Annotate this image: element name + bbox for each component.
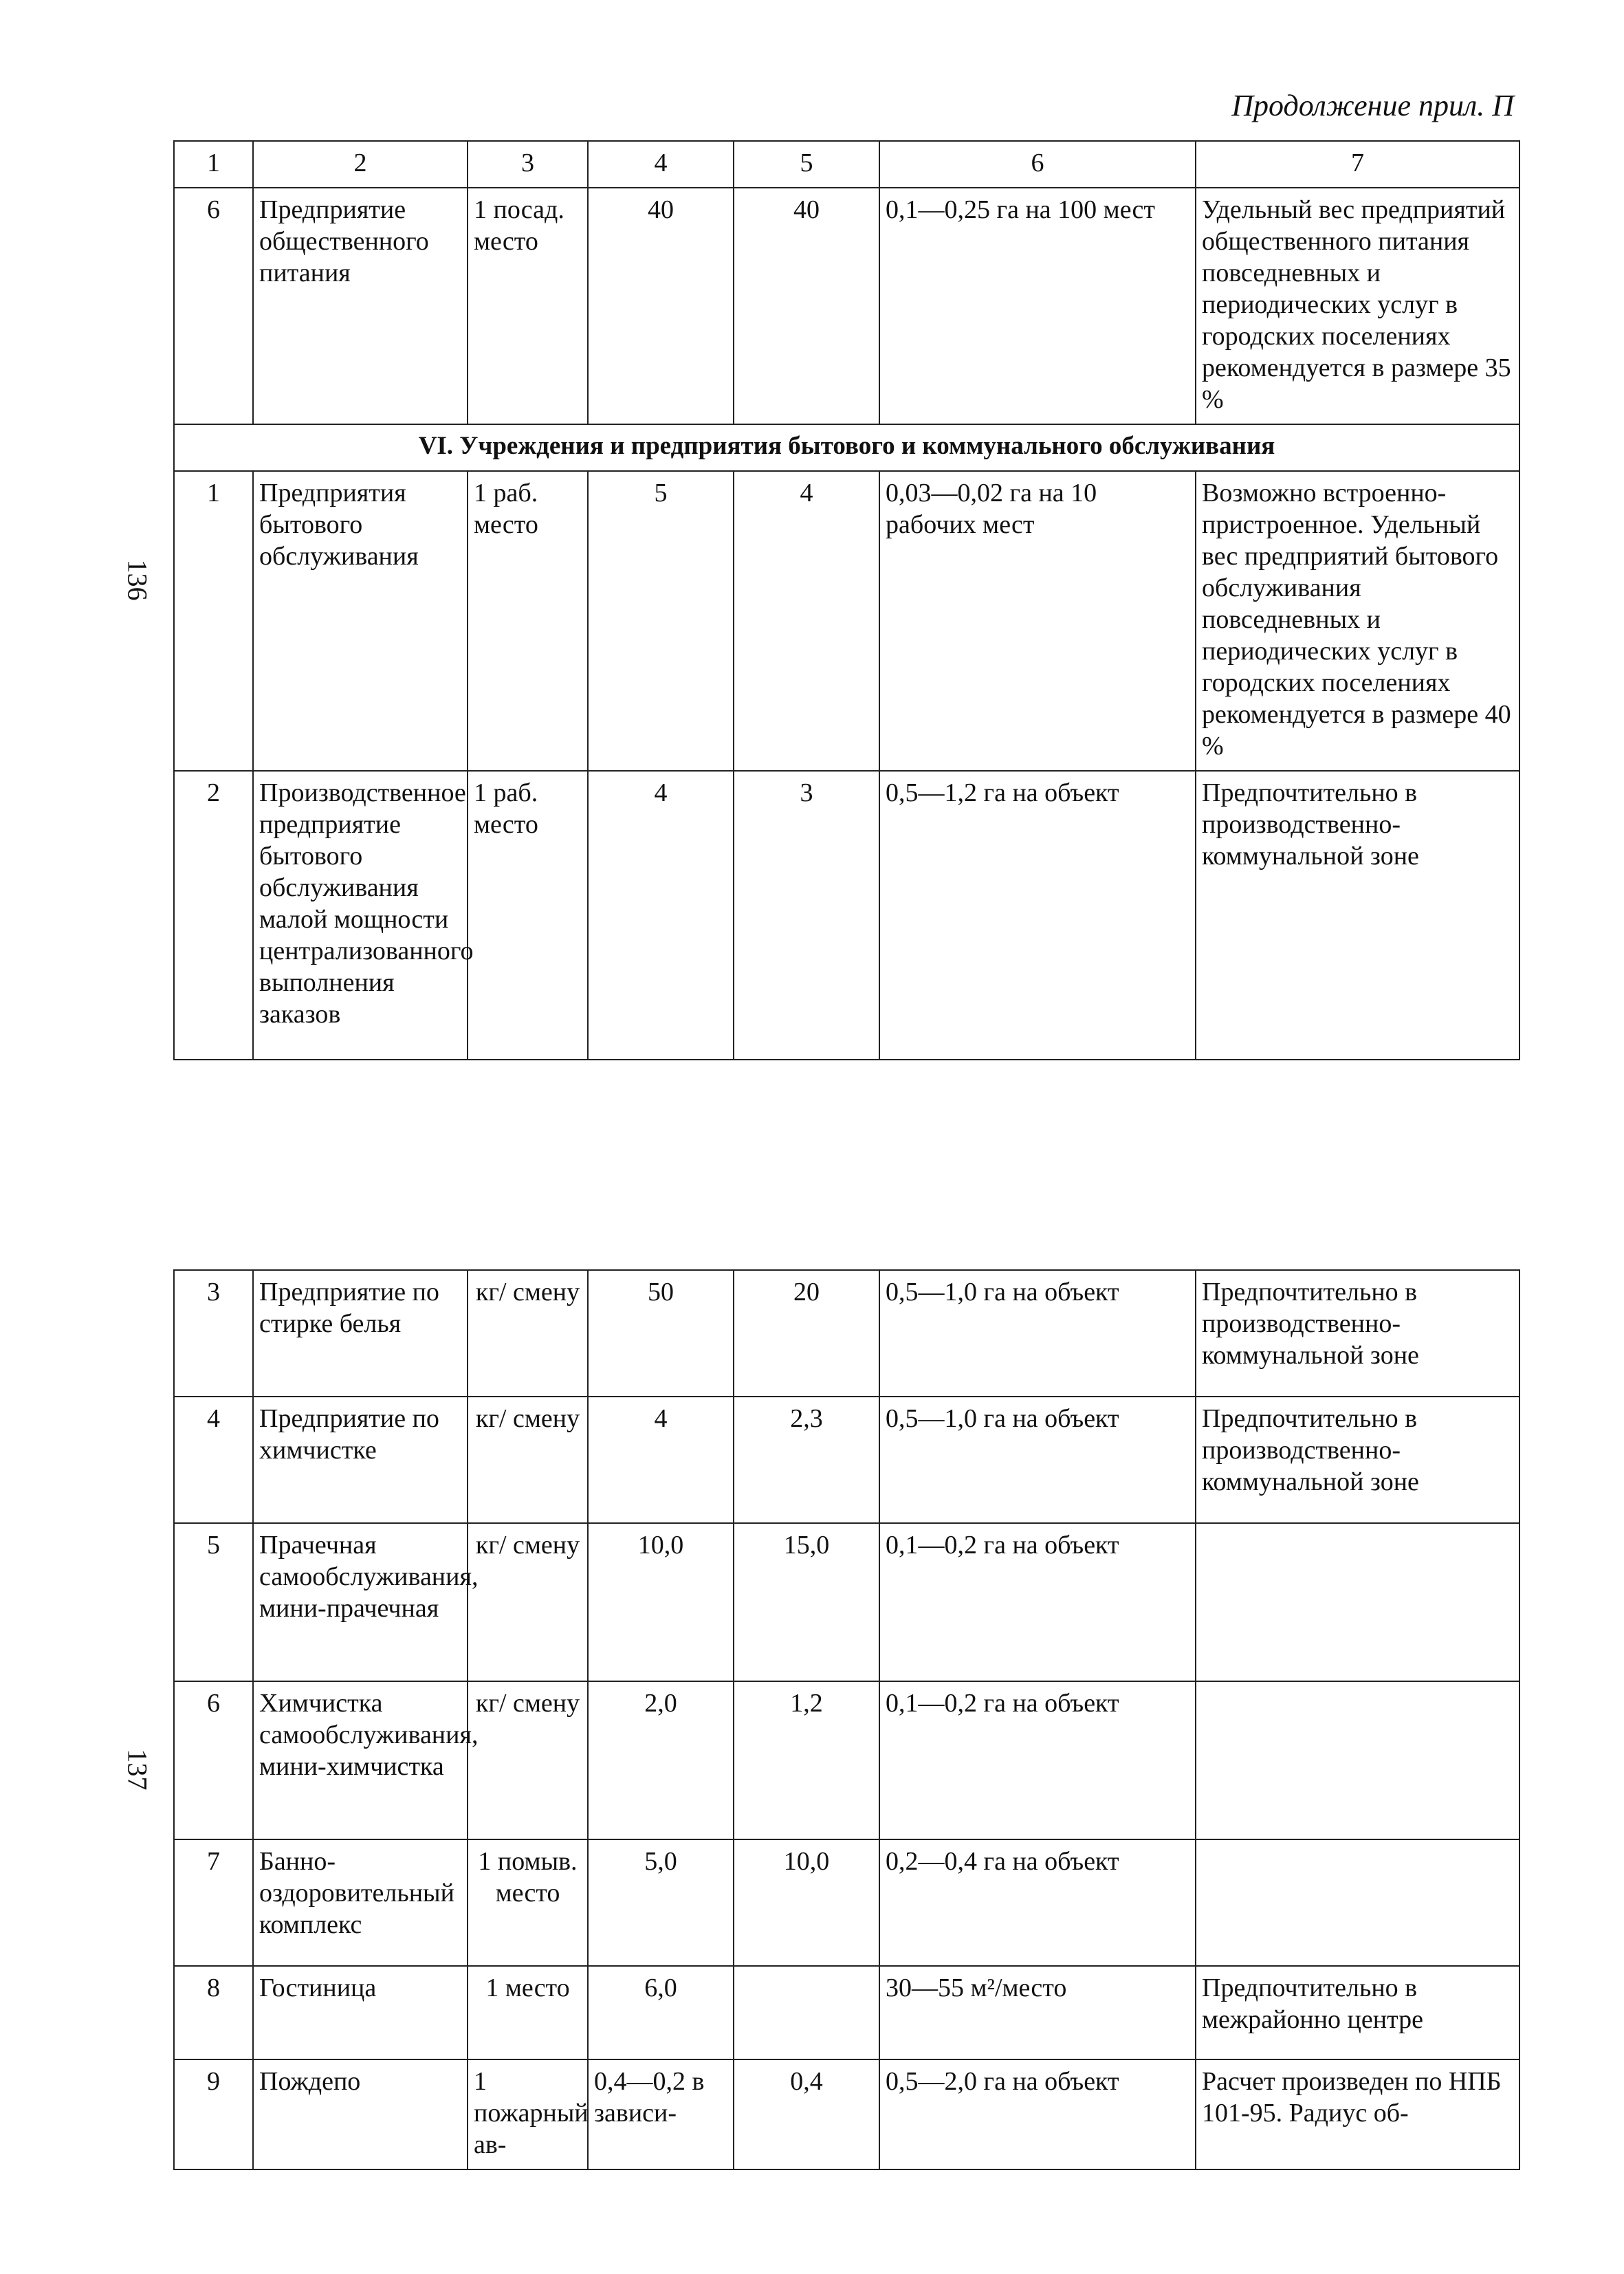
- value-col5: 40: [734, 188, 879, 424]
- note: Удельный вес предприятий общественного питания повседневных и периодических услуг в городских поселениях рекомендуется в размере 35 %: [1196, 188, 1519, 424]
- row-number: 6: [174, 188, 253, 424]
- note: Предпочтительно в производственно-коммунальной зоне: [1196, 771, 1519, 1060]
- value-col5: 0,4: [734, 2059, 879, 2169]
- note: Расчет произведен по НПБ 101-95. Радиус об-: [1196, 2059, 1519, 2169]
- value-col5: 2,3: [734, 1397, 879, 1523]
- table-row: [174, 188, 1519, 424]
- unit: 1 помыв. место: [468, 1839, 588, 1966]
- col-num: 5: [734, 141, 879, 188]
- col-num: 1: [174, 141, 253, 188]
- object-name: Предприятие по химчистке: [253, 1397, 468, 1523]
- value-col4: 10,0: [588, 1523, 734, 1681]
- col-num: 6: [879, 141, 1196, 188]
- land-area: 0,5—1,0 га на объект: [879, 1270, 1196, 1397]
- object-name: Предприятие по стирке белья: [253, 1270, 468, 1397]
- unit: 1 место: [468, 1966, 588, 2059]
- table-row: [174, 1523, 1519, 1681]
- note: Предпочтительно в межрайонно центре: [1196, 1966, 1519, 2059]
- section-title: VI. Учреждения и предприятия бытового и коммунального обслуживания: [174, 424, 1519, 471]
- section-header-row: [174, 424, 1519, 471]
- value-col5: 1,2: [734, 1681, 879, 1839]
- value-col4: 50: [588, 1270, 734, 1397]
- object-name: Производственное предприятие бытового обслуживания малой мощности централизованного выполнения заказов: [253, 771, 468, 1060]
- row-number: 2: [174, 771, 253, 1060]
- row-number: 3: [174, 1270, 253, 1397]
- note: [1196, 1681, 1519, 1839]
- table-row: [174, 1397, 1519, 1523]
- value-col5: 10,0: [734, 1839, 879, 1966]
- row-number: 8: [174, 1966, 253, 2059]
- value-col5: 4: [734, 471, 879, 771]
- table-row: [174, 1681, 1519, 1839]
- table-row: [174, 1270, 1519, 1397]
- object-name: Пождепо: [253, 2059, 468, 2169]
- land-area: 30—55 м²/место: [879, 1966, 1196, 2059]
- row-number: 5: [174, 1523, 253, 1681]
- page-number-top: 136: [122, 559, 153, 601]
- row-number: 4: [174, 1397, 253, 1523]
- value-col4: 2,0: [588, 1681, 734, 1839]
- row-number: 6: [174, 1681, 253, 1839]
- land-area: 0,2—0,4 га на объект: [879, 1839, 1196, 1966]
- table-row: [174, 2059, 1519, 2169]
- land-area: 0,5—2,0 га на объект: [879, 2059, 1196, 2169]
- unit: 1 раб. место: [468, 471, 588, 771]
- unit: кг/ смену: [468, 1397, 588, 1523]
- value-col4: 4: [588, 1397, 734, 1523]
- object-name: Химчистка самообслуживания, мини-химчистка: [253, 1681, 468, 1839]
- continuation-header: Продолжение прил. П: [1231, 89, 1514, 122]
- land-area: 0,1—0,25 га на 100 мест: [879, 188, 1196, 424]
- unit: 1 пожарный ав-: [468, 2059, 588, 2169]
- note: [1196, 1839, 1519, 1966]
- note: Предпочтительно в производственно-коммунальной зоне: [1196, 1270, 1519, 1397]
- unit: кг/ смену: [468, 1681, 588, 1839]
- object-name: Банно-оздоровительный комплекс: [253, 1839, 468, 1966]
- col-num: 2: [253, 141, 468, 188]
- row-number: 1: [174, 471, 253, 771]
- value-col4: 6,0: [588, 1966, 734, 2059]
- col-num: 3: [468, 141, 588, 188]
- land-area: 0,5—1,0 га на объект: [879, 1397, 1196, 1523]
- value-col5: 3: [734, 771, 879, 1060]
- value-col5: 20: [734, 1270, 879, 1397]
- table-row: [174, 471, 1519, 771]
- unit: кг/ смену: [468, 1270, 588, 1397]
- land-area: 0,5—1,2 га на объект: [879, 771, 1196, 1060]
- value-col4: 5,0: [588, 1839, 734, 1966]
- value-col4: 0,4—0,2 в зависи-: [588, 2059, 734, 2169]
- column-number-row: [174, 141, 1519, 188]
- value-col4: 5: [588, 471, 734, 771]
- note: [1196, 1523, 1519, 1681]
- table-bottom: [173, 1269, 1520, 2170]
- value-col4: 4: [588, 771, 734, 1060]
- col-num: 7: [1196, 141, 1519, 188]
- row-number: 9: [174, 2059, 253, 2169]
- object-name: Предприятие общественного питания: [253, 188, 468, 424]
- table-row: [174, 771, 1519, 1060]
- col-num: 4: [588, 141, 734, 188]
- page-number-bottom: 137: [122, 1749, 153, 1791]
- unit: кг/ смену: [468, 1523, 588, 1681]
- note: Предпочтительно в производственно-коммунальной зоне: [1196, 1397, 1519, 1523]
- land-area: 0,1—0,2 га на объект: [879, 1523, 1196, 1681]
- unit: 1 посад. место: [468, 188, 588, 424]
- value-col4: 40: [588, 188, 734, 424]
- table-row: [174, 1966, 1519, 2059]
- value-col5: [734, 1966, 879, 2059]
- land-area: 0,1—0,2 га на объект: [879, 1681, 1196, 1839]
- object-name: Гостиница: [253, 1966, 468, 2059]
- table-row: [174, 1839, 1519, 1966]
- note: Возможно встроенно-пристроенное. Удельный вес предприятий бытового обслуживания повседневных и периодических услуг в городских поселениях рекомендуется в размере 40 %: [1196, 471, 1519, 771]
- object-name: Предприятия бытового обслуживания: [253, 471, 468, 771]
- unit: 1 раб. место: [468, 771, 588, 1060]
- row-number: 7: [174, 1839, 253, 1966]
- object-name: Прачечная самообслуживания, мини-прачечная: [253, 1523, 468, 1681]
- value-col5: 15,0: [734, 1523, 879, 1681]
- land-area: 0,03—0,02 га на 10 рабочих мест: [879, 471, 1196, 771]
- table-top: [173, 140, 1520, 1060]
